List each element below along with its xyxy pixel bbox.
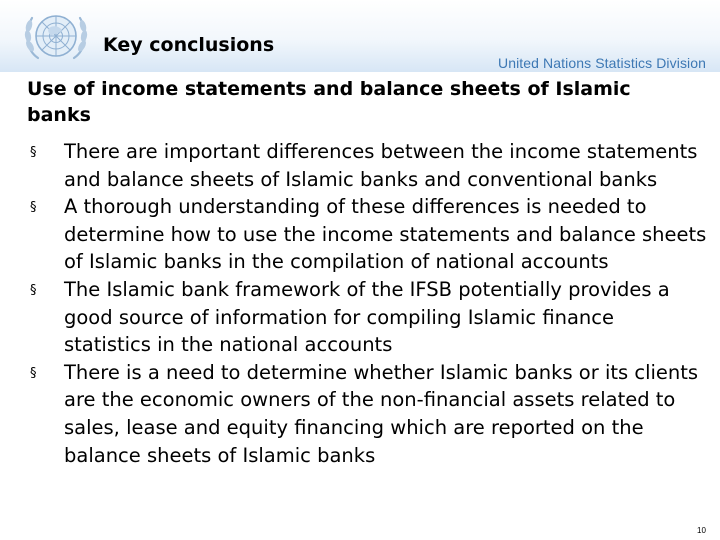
un-emblem-icon — [16, 6, 96, 70]
bullet-marker: § — [30, 365, 37, 381]
bullet-text: There is a need to determine whether Islamic banks or its clients are the economic owners of the non-financial assets related to sales, lease and equity financing which are reported on the balance sheets of Islamic banks — [64, 360, 699, 467]
bullet-item — [27, 193, 707, 276]
bullet-text: There are important differences between the income statements and balance sheets of Islamic banks and conventional banks — [64, 140, 698, 191]
bullet-item — [27, 359, 707, 469]
bullet-marker: § — [30, 145, 37, 160]
bullet-marker: § — [30, 282, 37, 298]
page-number: 10 — [697, 526, 706, 535]
slide-title: Use of income statements and balance sheets of Islamic banks — [27, 78, 631, 126]
bullet-marker: § — [30, 200, 37, 216]
bullet-text: The Islamic bank framework of the IFSB potentially provides a good source of information for compiling Islamic finance statistics in the national accounts — [64, 277, 670, 357]
bullet-item — [27, 138, 707, 193]
bullet-list — [27, 138, 707, 469]
deck-title: Key conclusions — [103, 34, 275, 56]
organization-label: United Nations Statistics Division — [498, 55, 707, 71]
bullet-item — [27, 276, 707, 359]
bullet-text: A thorough understanding of these differences is needed to determine how to use the income statements and balance sheets of Islamic banks in the compilation of national accounts — [64, 195, 707, 274]
